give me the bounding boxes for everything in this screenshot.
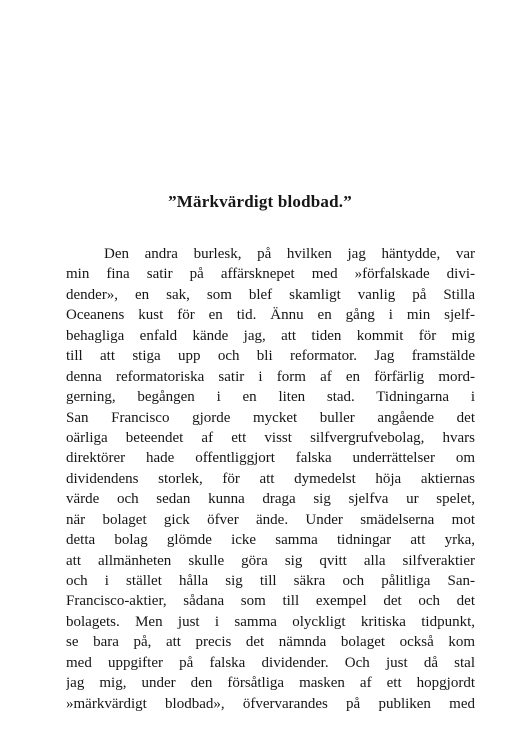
- text-line: när bolaget gick öfver ände. Under smädelserna mot: [66, 511, 475, 528]
- body-text: [66, 244, 475, 714]
- text-line: Den andra burlesk, på hvilken jag häntydde, var: [104, 246, 475, 262]
- text-line: Francisco-aktier, sådana som till exempel det och det: [66, 593, 475, 610]
- text-line: oärliga beteendet af ett visst silfvergrufvebolag, hvars: [66, 429, 475, 446]
- text-line: till att stiga upp och bli reformator. Jag framstälde: [66, 348, 475, 365]
- text-line: med uppgifter på falska dividender. Och just då stal: [66, 654, 475, 671]
- text-line: bolagets. Men just i samma olyckligt kritiska tidpunkt,: [66, 613, 475, 630]
- text-line: se bara på, att precis det nämnda bolaget också kom: [66, 634, 475, 651]
- text-line: dender», en sak, som blef skamligt vanlig på Stilla: [66, 286, 475, 303]
- text-line: att allmänheten skulle göra sig qvitt alla silfveraktier: [66, 552, 475, 569]
- text-line: San Francisco gjorde mycket buller angående det: [66, 409, 475, 426]
- chapter-title: ”Märkvärdigt blodbad.”: [168, 192, 352, 211]
- text-line: dividendens storlek, för att dymedelst höja aktiernas: [66, 470, 475, 487]
- text-line: detta bolag glömde icke samma tidningar att yrka,: [66, 532, 475, 549]
- text-line: jag mig, under den försåtliga masken af ett hopgjordt: [66, 675, 475, 692]
- text-line: värde och sedan kunna draga sig sjelfva ur spelet,: [66, 491, 475, 508]
- text-line: behagliga enfald kände jag, att tiden kommit för mig: [66, 327, 475, 344]
- text-line: min fina satir på affärsknepet med »förfalskade divi-: [66, 266, 475, 283]
- text-line: direktörer hade offentliggjort falska underrättelser om: [66, 450, 475, 467]
- text-line: »märkvärdigt blodbad», öfvervarandes på publiken med: [66, 695, 475, 712]
- text-line: denna reformatoriska satir i form af en förfärlig mord-: [66, 368, 475, 385]
- text-line: och i stället hålla sig till säkra och pålitliga San-: [66, 573, 475, 589]
- text-line: Oceanens kust för en tid. Ännu en gång i min sjelf-: [66, 307, 475, 324]
- text-line: gerning, begången i en liten stad. Tidningarna i: [66, 389, 475, 406]
